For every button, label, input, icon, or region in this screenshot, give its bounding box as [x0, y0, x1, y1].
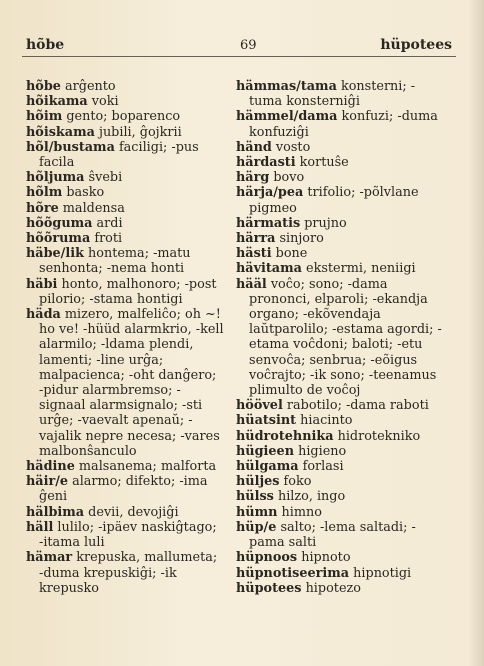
- dictionary-entry: hülgama forlasi: [236, 459, 344, 475]
- headword: hõbe: [26, 79, 61, 94]
- dictionary-entry: häbe/lik hontema; -matu senhonta; -nema honti: [26, 246, 195, 277]
- dictionary-entry: hästi bone: [236, 246, 308, 262]
- headword: händ: [236, 139, 272, 155]
- dictionary-entry: hädine malsanema; malforta: [26, 459, 217, 475]
- headword: hääl: [236, 276, 267, 292]
- dictionary-entry: hämar krepuska, mallumeta; -duma krepuskiĝi; -ik krepusko: [26, 550, 222, 596]
- headword: häll: [26, 519, 54, 535]
- headword: häir/e: [26, 474, 69, 490]
- headword: härg: [236, 170, 270, 186]
- headword: hästi: [236, 246, 272, 262]
- page-number: 69: [240, 38, 257, 53]
- headword: hõlm: [26, 185, 63, 201]
- headword: hüpnoos: [236, 550, 298, 566]
- header-left-guideword: hõbe: [26, 37, 65, 53]
- dictionary-entry: härg bovo: [236, 170, 305, 186]
- headword: häbe/lik: [26, 246, 84, 262]
- dictionary-entry: hülss hilzo, ingo: [236, 489, 346, 505]
- dictionary-entry: hügieen higieno: [236, 443, 347, 459]
- dictionary-entry: hõikama voki: [26, 94, 119, 110]
- headword: hävitama: [236, 261, 302, 277]
- headword: höövel: [236, 398, 283, 414]
- headword: hüljes: [236, 474, 280, 490]
- header-right-guideword: hüpotees: [380, 37, 452, 53]
- headword: hõim: [26, 109, 63, 125]
- dictionary-entry: hõre maldensa: [26, 200, 125, 216]
- dictionary-entry: häll lulilo; -ipäev naskiĝtago; -itama luli: [26, 519, 221, 551]
- headword: hügieen: [236, 443, 295, 459]
- headword: hüpnotiseerima: [236, 565, 350, 581]
- headword: hüpotees: [236, 580, 302, 596]
- dictionary-entry: hüpotees hipotezo: [236, 580, 361, 596]
- dictionary-entry: hävitama ekstermi, neniigi: [236, 261, 416, 277]
- dictionary-entry: händ vosto: [236, 139, 311, 155]
- dictionary-entry: härmatis prujno: [236, 215, 347, 231]
- dictionary-entry: hüp/e salto; -lema saltadi; -pama salti: [236, 519, 416, 551]
- dictionary-entry: hälbima devii, devojiĝi: [26, 504, 179, 520]
- dictionary-entry: hüatsint hiacinto: [236, 413, 353, 429]
- dictionary-entry: hõim gento; boparenco: [26, 109, 181, 125]
- headword: häda: [26, 307, 61, 323]
- headword: härja/pea: [236, 185, 304, 201]
- headword: hüp/e: [236, 519, 277, 535]
- dictionary-entry: höövel rabotilo; -dama raboti: [236, 398, 429, 414]
- headword: hõre: [26, 200, 59, 216]
- headword: hõõguma: [26, 215, 93, 231]
- dictionary-entry: hüdrotehnika hidroteknikо: [236, 428, 421, 444]
- dictionary-entry: hääl voĉo; sono; -dama prononci, elparoli; -ekandja organo; -ekõvendaja laŭtparolilo; -estama agordi; -etama voĉdoni; baloti; -etu senvoĉa; senbrua; -eõigus voĉrajto; -ik sono; -teenamus plimulto de voĉoj: [236, 276, 442, 399]
- headword: hõikama: [26, 94, 88, 110]
- dictionary-entry: härja/pea trifolio; -põlvlane pigmeo: [236, 185, 423, 216]
- dictionary-entry: hõiskama jubili, ĝojkrii: [26, 124, 182, 140]
- headword: häbi: [26, 276, 58, 292]
- dictionary-entry: häir/e alarmo; difekto; -ima ĝeni: [26, 474, 212, 505]
- headword: hüdrotehnika: [236, 428, 334, 444]
- dictionary-entry: hümn himno: [236, 504, 322, 520]
- headword: hõiskama: [26, 124, 95, 140]
- dictionary-entry: hüpnoos hipnoto: [236, 550, 351, 566]
- dictionary-entry: hüljes foko: [236, 474, 312, 490]
- dictionary-entry: härra sinjoro: [236, 231, 324, 247]
- headword: hõljuma: [26, 170, 85, 186]
- headword: hõõruma: [26, 231, 91, 247]
- headword: hõl/bustama: [26, 139, 115, 155]
- dictionary-entry: hämmel/dama konfuzi; -duma konfuziĝi: [236, 109, 442, 140]
- dictionary-entry: hõõruma froti: [26, 231, 123, 247]
- dictionary-entry: hõbe arĝento: [26, 79, 116, 94]
- headword: hülss: [236, 489, 274, 505]
- page-header: [22, 34, 456, 57]
- headword: hämar: [26, 550, 73, 566]
- headword: hümn: [236, 504, 278, 520]
- left-column: [26, 79, 228, 596]
- dictionary-entry: härdasti kortuŝe: [236, 155, 349, 171]
- dictionary-entry: hõljuma ŝvebi: [26, 170, 123, 186]
- headword: härmatis: [236, 215, 301, 231]
- dictionary-entry: häda mizero, malfeliĉo; oh ~! ho ve! -hüüd alarmkrio, -kell alarmilo; -ldama plendi, lamenti; -line urĝa; malpacienca; -oht danĝero; -pidur alarmbremso; -signaal alarmsignalo; -sti urĝe; -vaevalt apenaŭ; -vajalik nepre necesa; -vares malbonŝanculo: [26, 307, 228, 459]
- headword: hämmas/tama: [236, 79, 337, 94]
- headword: härdasti: [236, 155, 296, 171]
- dictionary-entry: hõlm basko: [26, 185, 105, 201]
- dictionary-entry: hämmas/tama konsterni; -tuma konsterniĝi: [236, 79, 416, 110]
- dictionary-entry: hüpnotiseerima hipnotigi: [236, 565, 412, 581]
- dictionary-entry: hõõguma ardi: [26, 215, 123, 231]
- headword: hüatsint: [236, 413, 297, 429]
- dictionary-entry: häbi honto, malhonoro; -post pilorio; -stama hontigi: [26, 276, 221, 307]
- headword: härra: [236, 231, 276, 247]
- headword: hülgama: [236, 459, 299, 475]
- dictionary-entry: hõl/bustama faciligi; -pus facila: [26, 139, 203, 171]
- right-column: [236, 79, 444, 596]
- headword: hädine: [26, 459, 75, 475]
- headword: hälbima: [26, 504, 85, 520]
- headword: hämmel/dama: [236, 109, 338, 125]
